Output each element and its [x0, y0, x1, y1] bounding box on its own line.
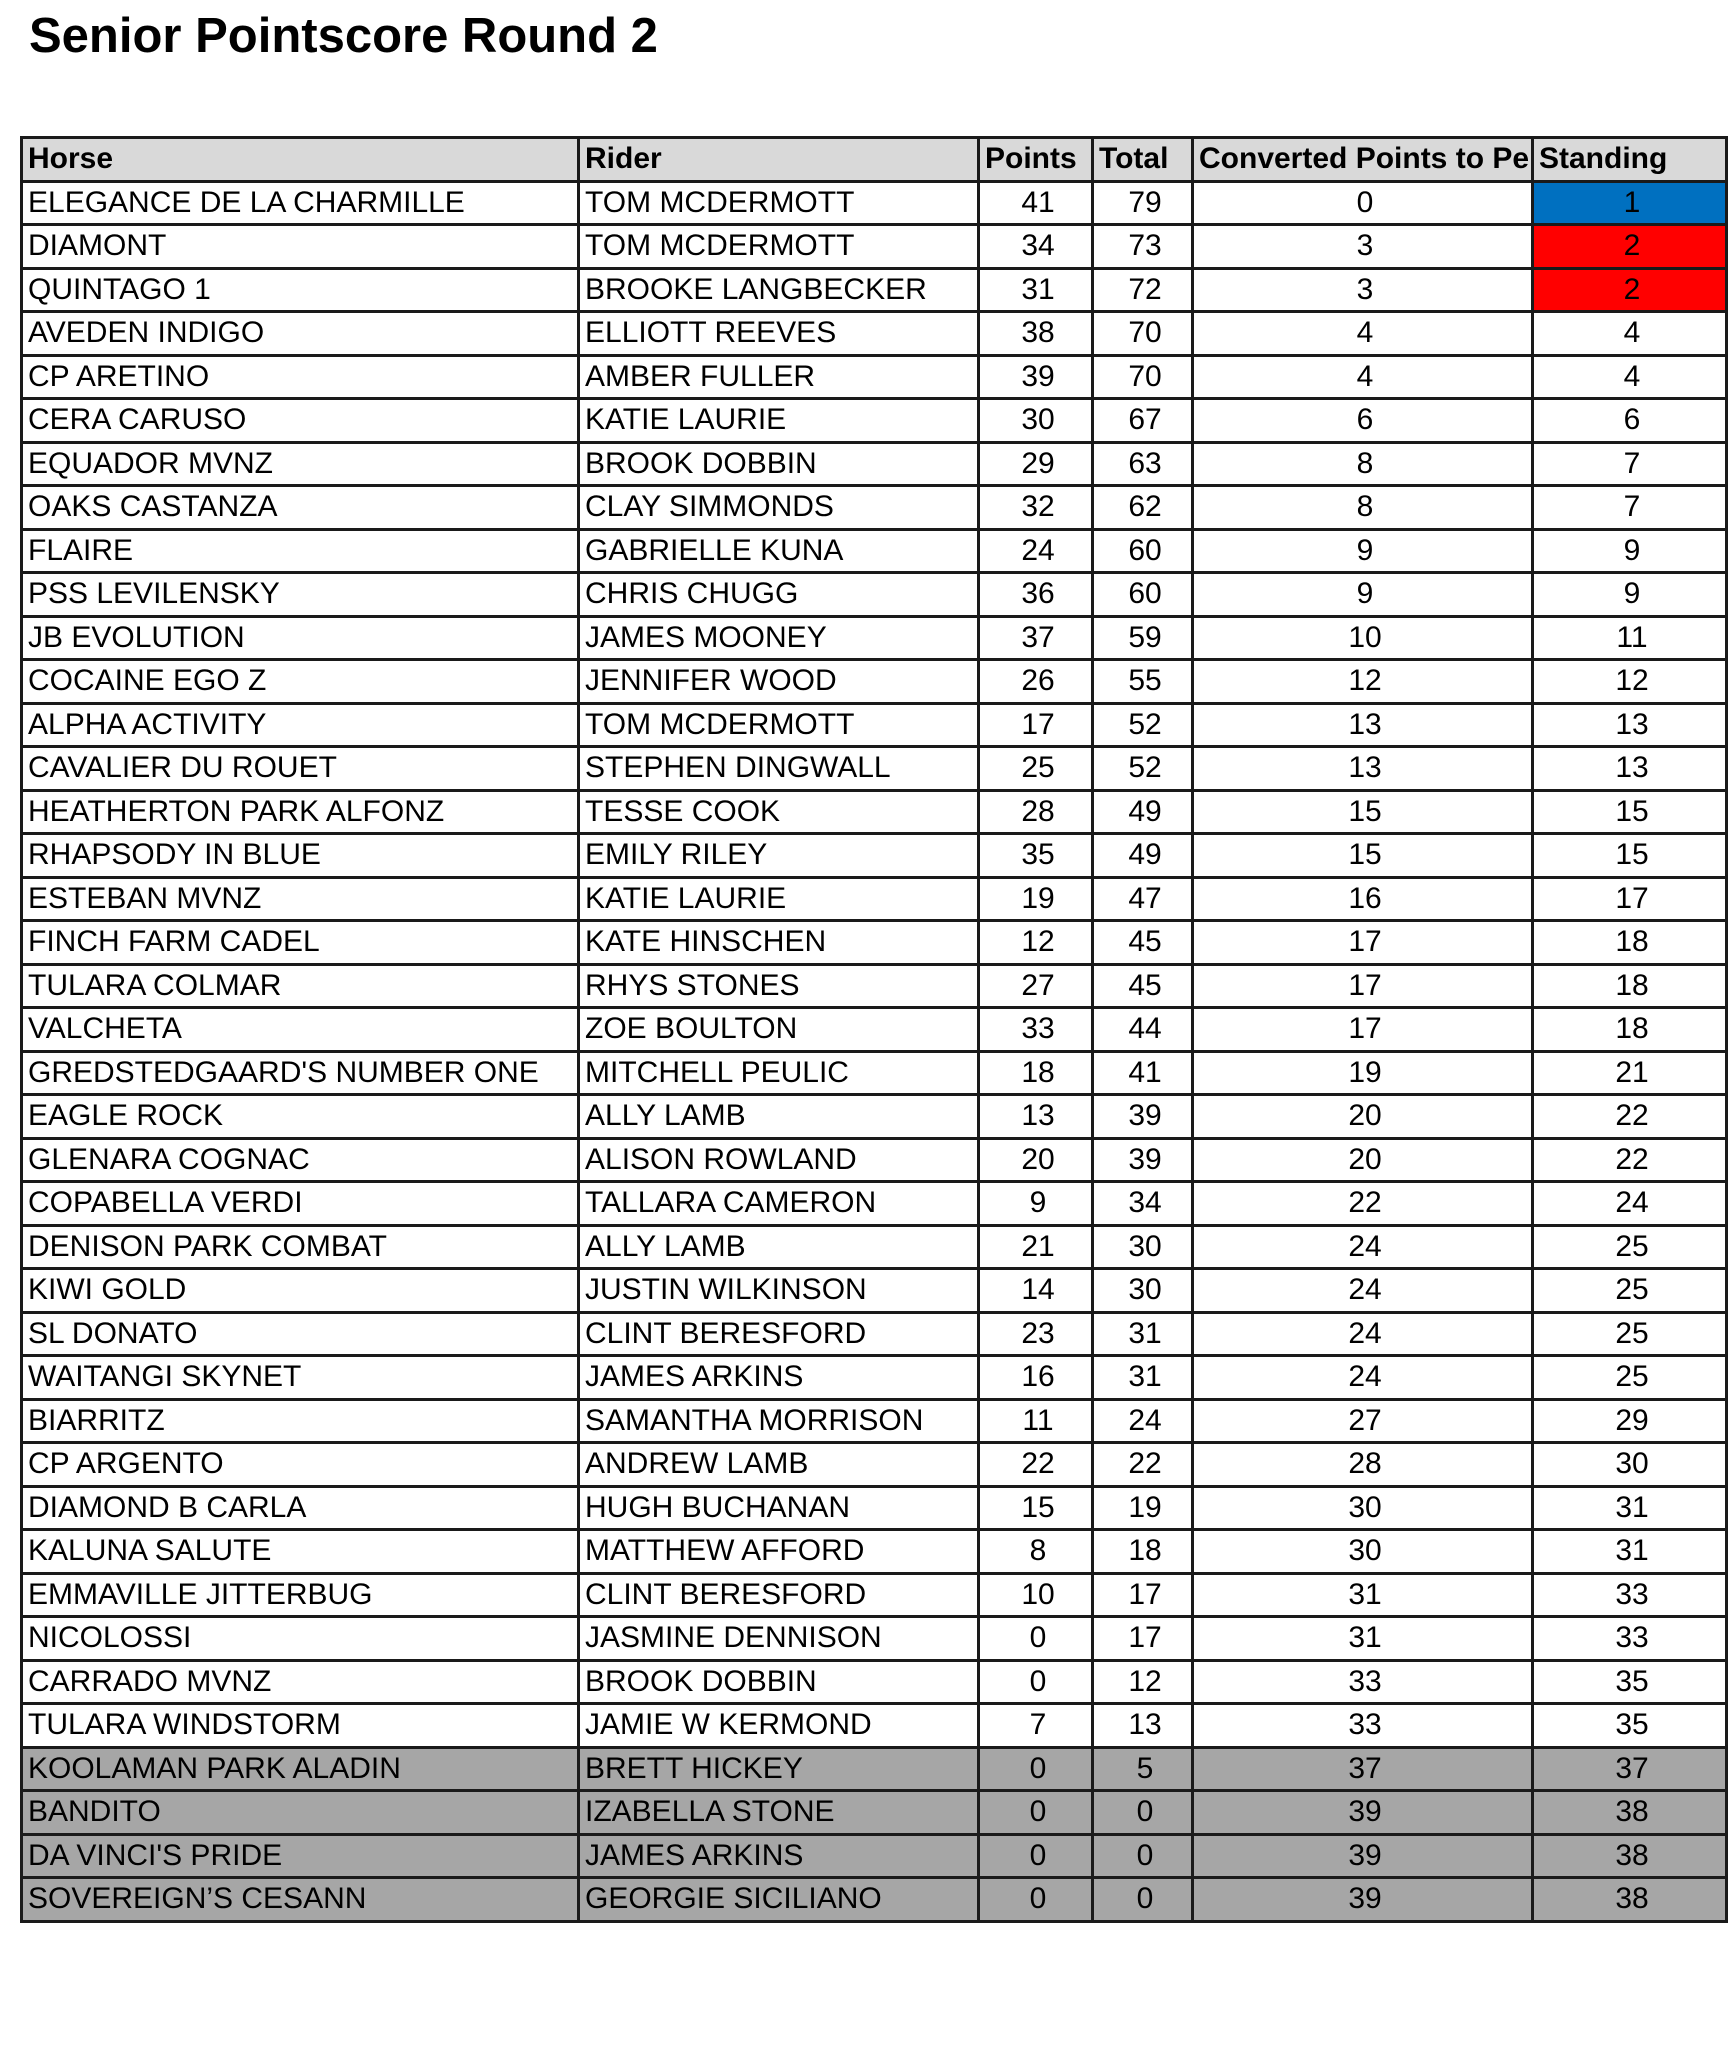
table-row [22, 268, 1727, 312]
rider-cell[interactable]: SAMANTHA MORRISON [579, 1399, 979, 1443]
total-cell[interactable]: 70 [1093, 355, 1193, 399]
total-cell[interactable]: 49 [1093, 790, 1193, 834]
rider-cell[interactable]: CLAY SIMMONDS [579, 486, 979, 530]
horse-cell[interactable]: GREDSTEDGAARD'S NUMBER ONE [22, 1051, 579, 1095]
converted-points-cell[interactable]: 9 [1193, 529, 1533, 573]
rider-cell[interactable]: GABRIELLE KUNA [579, 529, 979, 573]
standing-cell[interactable]: 38 [1533, 1878, 1727, 1922]
points-cell[interactable]: 29 [979, 442, 1093, 486]
horse-cell[interactable]: GLENARA COGNAC [22, 1138, 579, 1182]
horse-cell[interactable]: QUINTAGO 1 [22, 268, 579, 312]
points-cell[interactable]: 0 [979, 1660, 1093, 1704]
total-cell[interactable]: 34 [1093, 1182, 1193, 1226]
points-cell[interactable]: 13 [979, 1095, 1093, 1139]
points-cell[interactable]: 31 [979, 268, 1093, 312]
standing-cell[interactable]: 2 [1533, 268, 1727, 312]
horse-cell[interactable]: KALUNA SALUTE [22, 1530, 579, 1574]
points-cell[interactable]: 21 [979, 1225, 1093, 1269]
standing-cell[interactable]: 15 [1533, 834, 1727, 878]
converted-points-cell[interactable]: 22 [1193, 1182, 1533, 1226]
total-cell[interactable]: 72 [1093, 268, 1193, 312]
points-cell[interactable]: 34 [979, 225, 1093, 269]
table-row [22, 1225, 1727, 1269]
table-row [22, 921, 1727, 965]
rider-cell[interactable]: JASMINE DENNISON [579, 1617, 979, 1661]
points-cell[interactable]: 36 [979, 573, 1093, 617]
table-row [22, 877, 1727, 921]
converted-points-cell[interactable]: 31 [1193, 1617, 1533, 1661]
horse-cell[interactable]: EQUADOR MVNZ [22, 442, 579, 486]
standing-cell[interactable]: 2 [1533, 225, 1727, 269]
points-cell[interactable]: 39 [979, 355, 1093, 399]
total-cell[interactable]: 59 [1093, 616, 1193, 660]
table-row [22, 1878, 1727, 1922]
standing-cell[interactable]: 38 [1533, 1791, 1727, 1835]
standing-cell[interactable]: 25 [1533, 1312, 1727, 1356]
standing-cell[interactable]: 11 [1533, 616, 1727, 660]
points-cell[interactable]: 32 [979, 486, 1093, 530]
rider-cell[interactable]: KATIE LAURIE [579, 877, 979, 921]
table-row [22, 747, 1727, 791]
column-header-standing[interactable]: Standing [1533, 138, 1727, 182]
total-cell[interactable]: 62 [1093, 486, 1193, 530]
horse-cell[interactable]: DIAMONT [22, 225, 579, 269]
rider-cell[interactable]: TOM MCDERMOTT [579, 181, 979, 225]
table-row [22, 1573, 1727, 1617]
table-row [22, 1312, 1727, 1356]
standing-cell[interactable]: 7 [1533, 486, 1727, 530]
table-row [22, 1443, 1727, 1487]
header-row [22, 138, 1727, 182]
table-row [22, 312, 1727, 356]
converted-points-cell[interactable]: 30 [1193, 1530, 1533, 1574]
standing-cell[interactable]: 24 [1533, 1182, 1727, 1226]
standing-cell[interactable]: 13 [1533, 703, 1727, 747]
horse-cell[interactable]: FINCH FARM CADEL [22, 921, 579, 965]
rider-cell[interactable]: CLINT BERESFORD [579, 1573, 979, 1617]
total-cell[interactable]: 60 [1093, 529, 1193, 573]
points-cell[interactable]: 22 [979, 1443, 1093, 1487]
points-cell[interactable]: 28 [979, 790, 1093, 834]
standing-cell[interactable]: 35 [1533, 1704, 1727, 1748]
rider-cell[interactable]: HUGH BUCHANAN [579, 1486, 979, 1530]
pointscore-table [20, 136, 1728, 1923]
horse-cell[interactable]: CP ARETINO [22, 355, 579, 399]
table-row [22, 1269, 1727, 1313]
total-cell[interactable]: 45 [1093, 921, 1193, 965]
converted-points-cell[interactable]: 3 [1193, 268, 1533, 312]
total-cell[interactable]: 12 [1093, 1660, 1193, 1704]
standing-cell[interactable]: 22 [1533, 1138, 1727, 1182]
total-cell[interactable]: 49 [1093, 834, 1193, 878]
standing-cell[interactable]: 9 [1533, 573, 1727, 617]
rider-cell[interactable]: JAMES ARKINS [579, 1834, 979, 1878]
converted-points-cell[interactable]: 13 [1193, 747, 1533, 791]
horse-cell[interactable]: VALCHETA [22, 1008, 579, 1052]
rider-cell[interactable]: TOM MCDERMOTT [579, 703, 979, 747]
points-cell[interactable]: 38 [979, 312, 1093, 356]
horse-cell[interactable]: KIWI GOLD [22, 1269, 579, 1313]
rider-cell[interactable]: TESSE COOK [579, 790, 979, 834]
rider-cell[interactable]: JAMES ARKINS [579, 1356, 979, 1400]
total-cell[interactable]: 31 [1093, 1356, 1193, 1400]
horse-cell[interactable]: NICOLOSSI [22, 1617, 579, 1661]
total-cell[interactable]: 13 [1093, 1704, 1193, 1748]
horse-cell[interactable]: EAGLE ROCK [22, 1095, 579, 1139]
table-row [22, 225, 1727, 269]
points-cell[interactable]: 9 [979, 1182, 1093, 1226]
horse-cell[interactable]: PSS LEVILENSKY [22, 573, 579, 617]
table-row [22, 1660, 1727, 1704]
total-cell[interactable]: 18 [1093, 1530, 1193, 1574]
total-cell[interactable]: 24 [1093, 1399, 1193, 1443]
table-row [22, 399, 1727, 443]
converted-points-cell[interactable]: 3 [1193, 225, 1533, 269]
table-row [22, 355, 1727, 399]
points-cell[interactable]: 24 [979, 529, 1093, 573]
rider-cell[interactable]: TALLARA CAMERON [579, 1182, 979, 1226]
points-cell[interactable]: 0 [979, 1747, 1093, 1791]
total-cell[interactable]: 0 [1093, 1791, 1193, 1835]
converted-points-cell[interactable]: 24 [1193, 1269, 1533, 1313]
table-row [22, 573, 1727, 617]
table-row [22, 1138, 1727, 1182]
standing-cell[interactable]: 6 [1533, 399, 1727, 443]
total-cell[interactable]: 70 [1093, 312, 1193, 356]
rider-cell[interactable]: MITCHELL PEULIC [579, 1051, 979, 1095]
points-cell[interactable]: 12 [979, 921, 1093, 965]
column-header-converted-points[interactable]: Converted Points to Pe [1193, 138, 1533, 182]
rider-cell[interactable]: GEORGIE SICILIANO [579, 1878, 979, 1922]
converted-points-cell[interactable]: 20 [1193, 1138, 1533, 1182]
rider-cell[interactable]: ELLIOTT REEVES [579, 312, 979, 356]
points-cell[interactable]: 0 [979, 1617, 1093, 1661]
rider-cell[interactable]: KATE HINSCHEN [579, 921, 979, 965]
standing-cell[interactable]: 25 [1533, 1269, 1727, 1313]
table-row [22, 1486, 1727, 1530]
rider-cell[interactable]: JAMES MOONEY [579, 616, 979, 660]
horse-cell[interactable]: COPABELLA VERDI [22, 1182, 579, 1226]
points-cell[interactable]: 19 [979, 877, 1093, 921]
converted-points-cell[interactable]: 6 [1193, 399, 1533, 443]
total-cell[interactable]: 41 [1093, 1051, 1193, 1095]
rider-cell[interactable]: BROOKE LANGBECKER [579, 268, 979, 312]
horse-cell[interactable]: RHAPSODY IN BLUE [22, 834, 579, 878]
horse-cell[interactable]: FLAIRE [22, 529, 579, 573]
total-cell[interactable]: 63 [1093, 442, 1193, 486]
total-cell[interactable]: 52 [1093, 703, 1193, 747]
rider-cell[interactable]: IZABELLA STONE [579, 1791, 979, 1835]
table-row [22, 442, 1727, 486]
rider-cell[interactable]: ALLY LAMB [579, 1095, 979, 1139]
column-header-rider[interactable]: Rider [579, 138, 979, 182]
converted-points-cell[interactable]: 8 [1193, 442, 1533, 486]
standing-cell[interactable]: 12 [1533, 660, 1727, 704]
rider-cell[interactable]: BROOK DOBBIN [579, 1660, 979, 1704]
converted-points-cell[interactable]: 15 [1193, 834, 1533, 878]
total-cell[interactable]: 44 [1093, 1008, 1193, 1052]
table-row [22, 1747, 1727, 1791]
horse-cell[interactable]: DIAMOND B CARLA [22, 1486, 579, 1530]
converted-points-cell[interactable]: 24 [1193, 1356, 1533, 1400]
standing-cell[interactable]: 9 [1533, 529, 1727, 573]
page-title: Senior Pointscore Round 2 [29, 9, 658, 63]
points-cell[interactable]: 35 [979, 834, 1093, 878]
total-cell[interactable]: 55 [1093, 660, 1193, 704]
horse-cell[interactable]: TULARA COLMAR [22, 964, 579, 1008]
table-row [22, 964, 1727, 1008]
standing-cell[interactable]: 13 [1533, 747, 1727, 791]
table-row [22, 1356, 1727, 1400]
converted-points-cell[interactable]: 37 [1193, 1747, 1533, 1791]
total-cell[interactable]: 47 [1093, 877, 1193, 921]
points-cell[interactable]: 8 [979, 1530, 1093, 1574]
total-cell[interactable]: 30 [1093, 1225, 1193, 1269]
horse-cell[interactable]: KOOLAMAN PARK ALADIN [22, 1747, 579, 1791]
table-row [22, 1182, 1727, 1226]
standing-cell[interactable]: 37 [1533, 1747, 1727, 1791]
rider-cell[interactable]: ANDREW LAMB [579, 1443, 979, 1487]
converted-points-cell[interactable]: 33 [1193, 1660, 1533, 1704]
horse-cell[interactable]: SL DONATO [22, 1312, 579, 1356]
converted-points-cell[interactable]: 12 [1193, 660, 1533, 704]
horse-cell[interactable]: BIARRITZ [22, 1399, 579, 1443]
standing-cell[interactable]: 25 [1533, 1225, 1727, 1269]
standing-cell[interactable]: 4 [1533, 312, 1727, 356]
standing-cell[interactable]: 29 [1533, 1399, 1727, 1443]
converted-points-cell[interactable]: 19 [1193, 1051, 1533, 1095]
converted-points-cell[interactable]: 30 [1193, 1486, 1533, 1530]
standing-cell[interactable]: 33 [1533, 1617, 1727, 1661]
horse-cell[interactable]: CAVALIER DU ROUET [22, 747, 579, 791]
rider-cell[interactable]: ALLY LAMB [579, 1225, 979, 1269]
rider-cell[interactable]: RHYS STONES [579, 964, 979, 1008]
converted-points-cell[interactable]: 16 [1193, 877, 1533, 921]
converted-points-cell[interactable]: 28 [1193, 1443, 1533, 1487]
horse-cell[interactable]: CERA CARUSO [22, 399, 579, 443]
horse-cell[interactable]: HEATHERTON PARK ALFONZ [22, 790, 579, 834]
standing-cell[interactable]: 21 [1533, 1051, 1727, 1095]
horse-cell[interactable]: CARRADO MVNZ [22, 1660, 579, 1704]
converted-points-cell[interactable]: 27 [1193, 1399, 1533, 1443]
points-cell[interactable]: 15 [979, 1486, 1093, 1530]
horse-cell[interactable]: SOVEREIGN’S CESANN [22, 1878, 579, 1922]
converted-points-cell[interactable]: 24 [1193, 1225, 1533, 1269]
converted-points-cell[interactable]: 13 [1193, 703, 1533, 747]
table-row [22, 616, 1727, 660]
converted-points-cell[interactable]: 4 [1193, 312, 1533, 356]
horse-cell[interactable]: DA VINCI'S PRIDE [22, 1834, 579, 1878]
standing-cell[interactable]: 7 [1533, 442, 1727, 486]
total-cell[interactable]: 45 [1093, 964, 1193, 1008]
converted-points-cell[interactable]: 17 [1193, 1008, 1533, 1052]
standing-cell[interactable]: 25 [1533, 1356, 1727, 1400]
table-row [22, 790, 1727, 834]
points-cell[interactable]: 0 [979, 1878, 1093, 1922]
converted-points-cell[interactable]: 4 [1193, 355, 1533, 399]
converted-points-cell[interactable]: 10 [1193, 616, 1533, 660]
converted-points-cell[interactable]: 17 [1193, 964, 1533, 1008]
column-header-horse[interactable]: Horse [22, 138, 579, 182]
total-cell[interactable]: 19 [1093, 1486, 1193, 1530]
rider-cell[interactable]: CLINT BERESFORD [579, 1312, 979, 1356]
rider-cell[interactable]: MATTHEW AFFORD [579, 1530, 979, 1574]
points-cell[interactable]: 17 [979, 703, 1093, 747]
converted-points-cell[interactable]: 15 [1193, 790, 1533, 834]
column-header-total[interactable]: Total [1093, 138, 1193, 182]
horse-cell[interactable]: BANDITO [22, 1791, 579, 1835]
table-body [22, 181, 1727, 1921]
standing-cell[interactable]: 18 [1533, 921, 1727, 965]
points-cell[interactable]: 23 [979, 1312, 1093, 1356]
horse-cell[interactable]: AVEDEN INDIGO [22, 312, 579, 356]
total-cell[interactable]: 17 [1093, 1617, 1193, 1661]
table-row [22, 1704, 1727, 1748]
points-cell[interactable]: 7 [979, 1704, 1093, 1748]
rider-cell[interactable]: AMBER FULLER [579, 355, 979, 399]
points-cell[interactable]: 0 [979, 1791, 1093, 1835]
rider-cell[interactable]: STEPHEN DINGWALL [579, 747, 979, 791]
table-row [22, 1051, 1727, 1095]
converted-points-cell[interactable]: 39 [1193, 1834, 1533, 1878]
standing-cell[interactable]: 1 [1533, 181, 1727, 225]
total-cell[interactable]: 39 [1093, 1138, 1193, 1182]
converted-points-cell[interactable]: 24 [1193, 1312, 1533, 1356]
standing-cell[interactable]: 18 [1533, 1008, 1727, 1052]
table-row [22, 1834, 1727, 1878]
rider-cell[interactable]: ALISON ROWLAND [579, 1138, 979, 1182]
standing-cell[interactable]: 15 [1533, 790, 1727, 834]
converted-points-cell[interactable]: 33 [1193, 1704, 1533, 1748]
horse-cell[interactable]: JB EVOLUTION [22, 616, 579, 660]
rider-cell[interactable]: EMILY RILEY [579, 834, 979, 878]
total-cell[interactable]: 30 [1093, 1269, 1193, 1313]
table-row [22, 181, 1727, 225]
rider-cell[interactable]: ZOE BOULTON [579, 1008, 979, 1052]
horse-cell[interactable]: DENISON PARK COMBAT [22, 1225, 579, 1269]
total-cell[interactable]: 60 [1093, 573, 1193, 617]
table-row [22, 529, 1727, 573]
table-row [22, 1399, 1727, 1443]
points-cell[interactable]: 30 [979, 399, 1093, 443]
rider-cell[interactable]: CHRIS CHUGG [579, 573, 979, 617]
standing-cell[interactable]: 30 [1533, 1443, 1727, 1487]
table-row [22, 486, 1727, 530]
converted-points-cell[interactable]: 39 [1193, 1878, 1533, 1922]
points-cell[interactable]: 26 [979, 660, 1093, 704]
total-cell[interactable]: 5 [1093, 1747, 1193, 1791]
points-cell[interactable]: 37 [979, 616, 1093, 660]
horse-cell[interactable]: ALPHA ACTIVITY [22, 703, 579, 747]
standing-cell[interactable]: 38 [1533, 1834, 1727, 1878]
rider-cell[interactable]: BRETT HICKEY [579, 1747, 979, 1791]
total-cell[interactable]: 79 [1093, 181, 1193, 225]
points-cell[interactable]: 0 [979, 1834, 1093, 1878]
points-cell[interactable]: 41 [979, 181, 1093, 225]
total-cell[interactable]: 52 [1093, 747, 1193, 791]
table-row [22, 1530, 1727, 1574]
standing-cell[interactable]: 35 [1533, 1660, 1727, 1704]
rider-cell[interactable]: JUSTIN WILKINSON [579, 1269, 979, 1313]
standing-cell[interactable]: 33 [1533, 1573, 1727, 1617]
horse-cell[interactable]: CP ARGENTO [22, 1443, 579, 1487]
table-row [22, 1008, 1727, 1052]
horse-cell[interactable]: WAITANGI SKYNET [22, 1356, 579, 1400]
converted-points-cell[interactable]: 9 [1193, 573, 1533, 617]
table-row [22, 1095, 1727, 1139]
standing-cell[interactable]: 4 [1533, 355, 1727, 399]
converted-points-cell[interactable]: 8 [1193, 486, 1533, 530]
total-cell[interactable]: 22 [1093, 1443, 1193, 1487]
points-cell[interactable]: 10 [979, 1573, 1093, 1617]
horse-cell[interactable]: COCAINE EGO Z [22, 660, 579, 704]
points-cell[interactable]: 27 [979, 964, 1093, 1008]
rider-cell[interactable]: TOM MCDERMOTT [579, 225, 979, 269]
points-cell[interactable]: 11 [979, 1399, 1093, 1443]
horse-cell[interactable]: TULARA WINDSTORM [22, 1704, 579, 1748]
horse-cell[interactable]: ESTEBAN MVNZ [22, 877, 579, 921]
converted-points-cell[interactable]: 39 [1193, 1791, 1533, 1835]
total-cell[interactable]: 73 [1093, 225, 1193, 269]
total-cell[interactable]: 0 [1093, 1834, 1193, 1878]
total-cell[interactable]: 17 [1093, 1573, 1193, 1617]
standing-cell[interactable]: 22 [1533, 1095, 1727, 1139]
horse-cell[interactable]: EMMAVILLE JITTERBUG [22, 1573, 579, 1617]
table-row [22, 834, 1727, 878]
points-cell[interactable]: 33 [979, 1008, 1093, 1052]
standing-cell[interactable]: 31 [1533, 1530, 1727, 1574]
converted-points-cell[interactable]: 17 [1193, 921, 1533, 965]
total-cell[interactable]: 39 [1093, 1095, 1193, 1139]
rider-cell[interactable]: JENNIFER WOOD [579, 660, 979, 704]
rider-cell[interactable]: KATIE LAURIE [579, 399, 979, 443]
points-cell[interactable]: 18 [979, 1051, 1093, 1095]
points-cell[interactable]: 16 [979, 1356, 1093, 1400]
rider-cell[interactable]: BROOK DOBBIN [579, 442, 979, 486]
standing-cell[interactable]: 31 [1533, 1486, 1727, 1530]
total-cell[interactable]: 67 [1093, 399, 1193, 443]
column-header-points[interactable]: Points [979, 138, 1093, 182]
converted-points-cell[interactable]: 20 [1193, 1095, 1533, 1139]
standing-cell[interactable]: 17 [1533, 877, 1727, 921]
converted-points-cell[interactable]: 31 [1193, 1573, 1533, 1617]
standing-cell[interactable]: 18 [1533, 964, 1727, 1008]
points-cell[interactable]: 14 [979, 1269, 1093, 1313]
horse-cell[interactable]: ELEGANCE DE LA CHARMILLE [22, 181, 579, 225]
table-row [22, 1617, 1727, 1661]
total-cell[interactable]: 0 [1093, 1878, 1193, 1922]
horse-cell[interactable]: OAKS CASTANZA [22, 486, 579, 530]
table-row [22, 660, 1727, 704]
points-cell[interactable]: 20 [979, 1138, 1093, 1182]
converted-points-cell[interactable]: 0 [1193, 181, 1533, 225]
total-cell[interactable]: 31 [1093, 1312, 1193, 1356]
table-row [22, 703, 1727, 747]
points-cell[interactable]: 25 [979, 747, 1093, 791]
table-row [22, 1791, 1727, 1835]
rider-cell[interactable]: JAMIE W KERMOND [579, 1704, 979, 1748]
